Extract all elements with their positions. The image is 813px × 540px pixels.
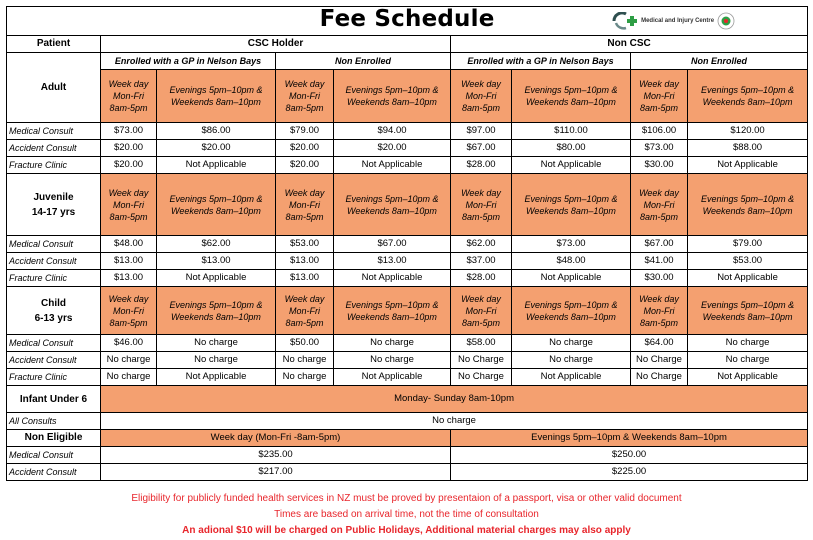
fee-cell: $13.00 [276, 270, 334, 287]
slot-line: Weekends 8am–10pm [347, 97, 437, 107]
all-consults-label: All Consults [7, 413, 101, 430]
row-label: Fracture Clinic [7, 157, 101, 174]
fee-cell: $48.00 [512, 253, 631, 270]
slot-line: 8am-5pm [461, 103, 500, 113]
fee-cell: No charge [101, 352, 157, 369]
fee-cell: $53.00 [688, 253, 808, 270]
fee-cell: Not Applicable [334, 157, 451, 174]
slot-line: Week day [461, 187, 501, 198]
non-eligible-accident-label: Accident Consult [7, 464, 101, 481]
slot-line: Week day [461, 79, 501, 89]
fee-cell: $62.00 [451, 236, 512, 253]
weekday-slot [276, 174, 334, 236]
slot-line: Weekends 8am–10pm [171, 311, 261, 322]
fee-cell: $94.00 [334, 123, 451, 140]
juvenile-label-line2: 14-17 yrs [31, 206, 76, 218]
weekday-slot [631, 287, 688, 335]
fee-cell: Not Applicable [688, 369, 808, 386]
slot-line: Mon-Fri [643, 91, 675, 101]
fee-cell: No Charge [631, 352, 688, 369]
fee-cell: No charge [512, 335, 631, 352]
fee-cell: $20.00 [157, 140, 276, 157]
fee-cell: $67.00 [631, 236, 688, 253]
evening-weekend-slot [334, 287, 451, 335]
slot-line: 8am-5pm [461, 317, 500, 328]
fee-cell: Not Applicable [157, 270, 276, 287]
evening-weekend-slot [334, 70, 451, 123]
slot-line: Mon-Fri [465, 91, 497, 101]
child-label [7, 287, 101, 335]
non-eligible-evening: Evenings 5pm–10pm & Weekends 8am–10pm [451, 430, 808, 447]
fee-row [7, 123, 808, 140]
slot-line: Week day [461, 293, 501, 304]
fee-cell: $13.00 [276, 253, 334, 270]
slot-line: Week day [639, 187, 679, 198]
slot-line: Weekends 8am–10pm [347, 205, 437, 216]
slot-line: Mon-Fri [289, 305, 320, 316]
row-label: Medical Consult [7, 123, 101, 140]
slot-line: Mon-Fri [113, 305, 144, 316]
fee-cell: $41.00 [631, 253, 688, 270]
slot-line: Mon-Fri [289, 199, 320, 210]
row-label: Medical Consult [7, 335, 101, 352]
fee-row [7, 253, 808, 270]
infant-hours: Monday- Sunday 8am-10pm [101, 386, 808, 413]
evening-weekend-slot [512, 174, 631, 236]
non-eligible-accident-row [7, 464, 808, 481]
fee-cell: No charge [276, 369, 334, 386]
fee-cell: $88.00 [688, 140, 808, 157]
fee-cell: $86.00 [157, 123, 276, 140]
adult-slot-row [7, 70, 808, 123]
fee-cell: No charge [688, 335, 808, 352]
slot-line: Evenings 5pm–10pm & [169, 299, 263, 310]
fee-cell: $13.00 [101, 270, 157, 287]
fee-cell: $30.00 [631, 157, 688, 174]
fee-cell: Not Applicable [512, 369, 631, 386]
medical-cross-logo-icon [612, 12, 638, 30]
slot-line: Evenings 5pm–10pm & [524, 85, 618, 95]
infant-row [7, 386, 808, 413]
row-label: Fracture Clinic [7, 369, 101, 386]
evening-weekend-slot [157, 70, 276, 123]
weekday-slot [631, 174, 688, 236]
fee-cell: $73.00 [631, 140, 688, 157]
slot-line: Week day [639, 79, 679, 89]
row-label: Fracture Clinic [7, 270, 101, 287]
fee-cell: $13.00 [157, 253, 276, 270]
fee-table [6, 6, 808, 481]
fee-cell: $37.00 [451, 253, 512, 270]
slot-line: Week day [284, 293, 325, 304]
fee-cell: No charge [157, 335, 276, 352]
slot-line: Week day [284, 187, 325, 198]
fee-cell: $13.00 [101, 253, 157, 270]
fee-cell: $20.00 [276, 157, 334, 174]
footer-surcharge: An adional $10 will be charged on Public Holidays, Additional material charges may also apply [182, 525, 631, 536]
fee-cell: $67.00 [451, 140, 512, 157]
fee-cell: No Charge [451, 369, 512, 386]
weekday-slot [451, 174, 512, 236]
fee-cell: $20.00 [334, 140, 451, 157]
fee-cell: $50.00 [276, 335, 334, 352]
fee-cell: $20.00 [276, 140, 334, 157]
fee-cell: $79.00 [688, 236, 808, 253]
infant-all-row [7, 413, 808, 430]
fee-cell: No Charge [451, 352, 512, 369]
fee-cell: No Charge [631, 369, 688, 386]
evening-weekend-slot [688, 174, 808, 236]
fee-cell: $30.00 [631, 270, 688, 287]
evening-weekend-slot [157, 287, 276, 335]
slot-line: 8am-5pm [109, 211, 148, 222]
row-label: Accident Consult [7, 140, 101, 157]
juvenile-slot-row [7, 174, 808, 236]
slot-line: Week day [284, 79, 325, 89]
child-label-line2: 6-13 yrs [34, 312, 73, 324]
slot-line: Evenings 5pm–10pm & [169, 193, 263, 204]
fee-cell: $73.00 [101, 123, 157, 140]
slot-line: Evenings 5pm–10pm & [701, 85, 795, 95]
non-eligible-row [7, 430, 808, 447]
slot-line: Weekends 8am–10pm [171, 97, 261, 107]
child-label-line1: Child [41, 297, 66, 309]
fee-cell: $97.00 [451, 123, 512, 140]
csc-enrolled-header: Enrolled with a GP in Nelson Bays [101, 53, 276, 70]
weekday-slot [101, 174, 157, 236]
fee-row [7, 352, 808, 369]
slot-line: Weekends 8am–10pm [526, 205, 616, 216]
row-label: Accident Consult [7, 352, 101, 369]
evening-weekend-slot [688, 287, 808, 335]
non-eligible-medical-evening: $250.00 [451, 447, 808, 464]
non-eligible-weekday: Week day (Mon-Fri -8am-5pm) [101, 430, 451, 447]
all-consults-value: No charge [101, 413, 808, 430]
evening-weekend-slot [688, 70, 808, 123]
fee-cell: Not Applicable [334, 369, 451, 386]
adult-rows [7, 123, 808, 174]
weekday-slot [101, 70, 157, 123]
footer-eligibility: Eligibility for publicly funded health services in NZ must be proved by presentaion of a passport, visa or other valid document [131, 493, 682, 504]
noncsc-enrolled-header: Enrolled with a GP in Nelson Bays [451, 53, 631, 70]
fee-cell: Not Applicable [512, 157, 631, 174]
juvenile-label-line1: Juvenile [33, 191, 74, 203]
logo-text: Medical and Injury Centre [641, 18, 715, 24]
slot-line: Week day [108, 79, 149, 89]
evening-weekend-slot [512, 70, 631, 123]
slot-line: Evenings 5pm–10pm & [701, 193, 795, 204]
fee-cell: $73.00 [512, 236, 631, 253]
title-cell [7, 7, 808, 36]
slot-line: Weekends 8am–10pm [526, 97, 616, 107]
evening-weekend-slot [157, 174, 276, 236]
slot-line: Mon-Fri [113, 91, 144, 101]
fee-cell: $28.00 [451, 157, 512, 174]
footer-arrival-time: Times are based on arrival time, not the time of consultation [274, 509, 539, 520]
weekday-slot [101, 287, 157, 335]
non-eligible-medical-row [7, 447, 808, 464]
slot-line: Mon-Fri [643, 199, 675, 210]
fee-row [7, 335, 808, 352]
fee-cell: No charge [688, 352, 808, 369]
logo [612, 12, 735, 30]
evening-weekend-slot [512, 287, 631, 335]
fee-cell: Not Applicable [512, 270, 631, 287]
slot-line: Evenings 5pm–10pm & [169, 85, 263, 95]
weekday-slot [451, 70, 512, 123]
fee-row [7, 140, 808, 157]
weekday-slot [451, 287, 512, 335]
fee-cell: $13.00 [334, 253, 451, 270]
non-eligible-medical-label: Medical Consult [7, 447, 101, 464]
fee-cell: No charge [512, 352, 631, 369]
fee-cell: No charge [157, 352, 276, 369]
adult-label: Adult [7, 53, 101, 123]
non-eligible-accident-evening: $225.00 [451, 464, 808, 481]
slot-line: 8am-5pm [639, 317, 678, 328]
slot-line: 8am-5pm [109, 103, 148, 113]
header-row-2 [7, 53, 808, 70]
row-label: Accident Consult [7, 253, 101, 270]
fee-cell: No charge [276, 352, 334, 369]
fee-cell: No charge [334, 335, 451, 352]
row-label: Medical Consult [7, 236, 101, 253]
slot-line: Evenings 5pm–10pm & [524, 193, 618, 204]
fee-cell: $28.00 [451, 270, 512, 287]
slot-line: 8am-5pm [285, 211, 324, 222]
slot-line: Weekends 8am–10pm [702, 205, 793, 216]
child-rows [7, 335, 808, 386]
fee-cell: No charge [334, 352, 451, 369]
child-slot-row [7, 287, 808, 335]
fee-cell: Not Applicable [688, 270, 808, 287]
slot-line: 8am-5pm [639, 103, 678, 113]
fee-cell: Not Applicable [334, 270, 451, 287]
fee-cell: Not Applicable [157, 369, 276, 386]
non-eligible-label: Non Eligible [7, 430, 101, 447]
slot-line: Evenings 5pm–10pm & [524, 299, 618, 310]
fee-cell: $58.00 [451, 335, 512, 352]
fee-cell: $46.00 [101, 335, 157, 352]
slot-line: Evenings 5pm–10pm & [701, 299, 795, 310]
slot-line: Evenings 5pm–10pm & [345, 85, 439, 95]
weekday-slot [631, 70, 688, 123]
fee-cell: $110.00 [512, 123, 631, 140]
fee-row [7, 236, 808, 253]
slot-line: 8am-5pm [639, 211, 678, 222]
fee-cell: $80.00 [512, 140, 631, 157]
fee-row [7, 270, 808, 287]
fee-cell: Not Applicable [688, 157, 808, 174]
fee-cell: $67.00 [334, 236, 451, 253]
slot-line: Week day [108, 187, 149, 198]
seal-icon [717, 12, 735, 30]
header-row-1 [7, 36, 808, 53]
slot-line: Week day [108, 293, 149, 304]
fee-schedule [6, 6, 807, 481]
slot-line: Mon-Fri [289, 91, 320, 101]
slot-line: Mon-Fri [113, 199, 144, 210]
slot-line: Weekends 8am–10pm [526, 311, 616, 322]
fee-cell: $53.00 [276, 236, 334, 253]
fee-cell: $64.00 [631, 335, 688, 352]
fee-cell: $106.00 [631, 123, 688, 140]
slot-line: Mon-Fri [465, 305, 497, 316]
csc-non-enrolled-header: Non Enrolled [276, 53, 451, 70]
fee-row [7, 157, 808, 174]
noncsc-non-enrolled-header: Non Enrolled [631, 53, 808, 70]
non-eligible-accident-weekday: $217.00 [101, 464, 451, 481]
slot-line: 8am-5pm [109, 317, 148, 328]
juvenile-label [7, 174, 101, 236]
slot-line: Mon-Fri [465, 199, 497, 210]
fee-cell: $120.00 [688, 123, 808, 140]
csc-holder-header: CSC Holder [101, 36, 451, 53]
evening-weekend-slot [334, 174, 451, 236]
fee-cell: $62.00 [157, 236, 276, 253]
slot-line: 8am-5pm [461, 211, 500, 222]
page-title: Fee Schedule [319, 6, 495, 32]
non-csc-header: Non CSC [451, 36, 808, 53]
patient-header: Patient [7, 36, 101, 53]
slot-line: Evenings 5pm–10pm & [345, 299, 439, 310]
juvenile-rows [7, 236, 808, 287]
slot-line: Weekends 8am–10pm [702, 97, 793, 107]
weekday-slot [276, 287, 334, 335]
fee-cell: $20.00 [101, 140, 157, 157]
slot-line: 8am-5pm [285, 317, 324, 328]
slot-line: 8am-5pm [285, 103, 324, 113]
weekday-slot [276, 70, 334, 123]
non-eligible-medical-weekday: $235.00 [101, 447, 451, 464]
slot-line: Mon-Fri [643, 305, 675, 316]
slot-line: Weekends 8am–10pm [347, 311, 437, 322]
fee-cell: Not Applicable [157, 157, 276, 174]
fee-cell: $79.00 [276, 123, 334, 140]
slot-line: Weekends 8am–10pm [171, 205, 261, 216]
slot-line: Evenings 5pm–10pm & [345, 193, 439, 204]
fee-row [7, 369, 808, 386]
slot-line: Week day [639, 293, 679, 304]
fee-cell: $48.00 [101, 236, 157, 253]
fee-cell: $20.00 [101, 157, 157, 174]
infant-label: Infant Under 6 [7, 386, 101, 413]
fee-cell: No charge [101, 369, 157, 386]
slot-line: Weekends 8am–10pm [702, 311, 793, 322]
